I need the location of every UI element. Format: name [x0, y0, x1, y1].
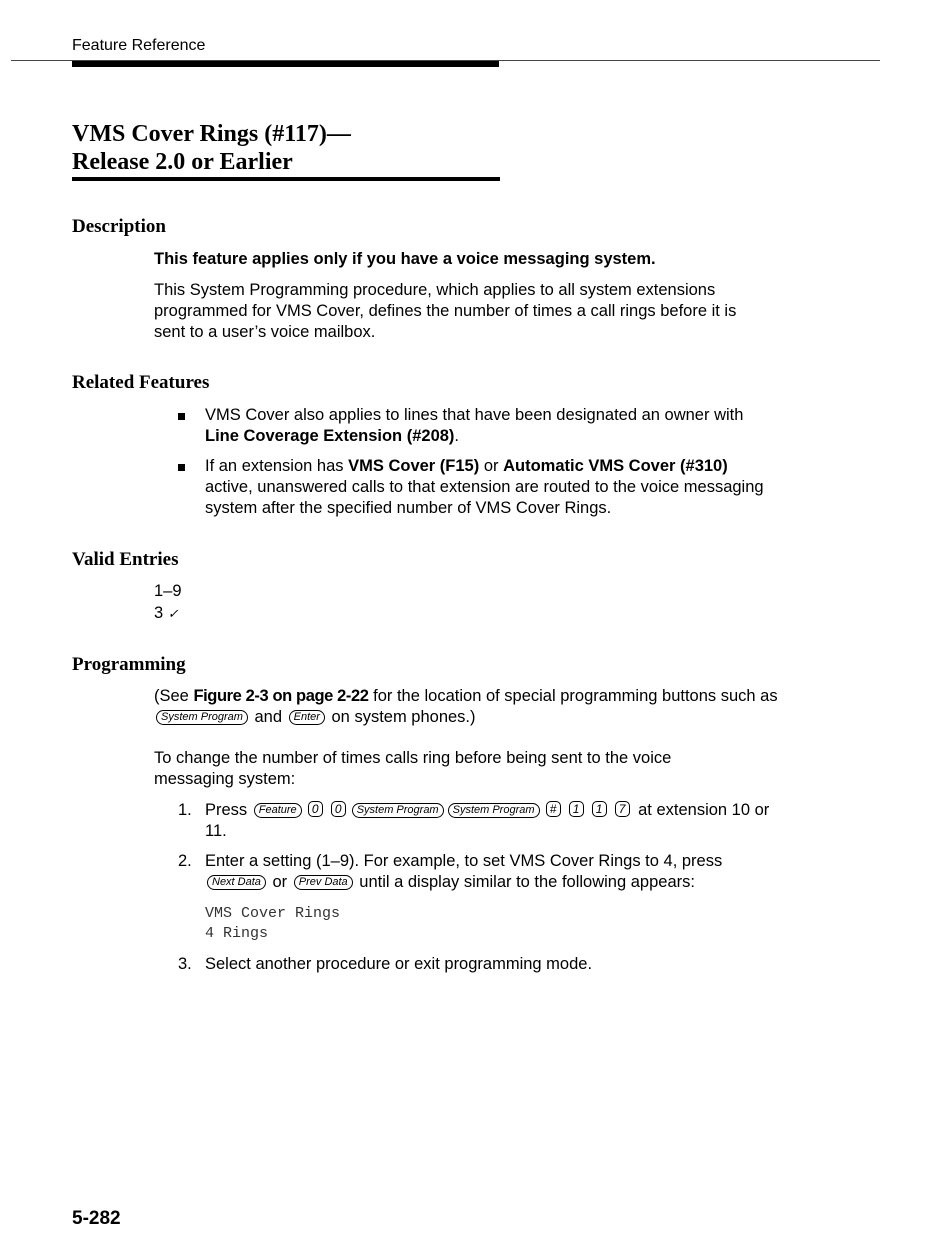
link-vms-cover: VMS Cover (F15) [348, 457, 480, 475]
step-1-post: at extension 10 or 11. [205, 801, 770, 840]
valid-default [154, 603, 784, 624]
feature-key: Feature [254, 803, 302, 818]
see-post: on system phones.) [326, 708, 476, 726]
next-data-key: Next Data [207, 875, 266, 890]
header-bar [72, 61, 499, 67]
step-2 [178, 851, 778, 893]
step-3-number: 3. [178, 955, 192, 973]
system-program-key: System Program [156, 710, 248, 725]
see-pre: (See [154, 687, 194, 705]
seven-key: 7 [615, 801, 630, 817]
title-rule [72, 177, 500, 181]
bullet-icon [178, 456, 205, 477]
programming-intro: To change the number of times calls ring before being sent to the voice messaging system: [154, 749, 672, 788]
zero-key: 0 [331, 801, 346, 817]
step-3 [178, 954, 778, 975]
related-item-1 [178, 405, 778, 447]
related-heading: Related Features [72, 372, 210, 393]
description-heading: Description [72, 216, 166, 237]
related-item-2-or: or [479, 457, 504, 475]
related-item-2-text: If an extension has [205, 457, 349, 475]
step-1-number: 1. [178, 801, 192, 819]
step-2-number: 2. [178, 852, 192, 870]
zero-key: 0 [308, 801, 323, 817]
step-1-pre: Press [205, 801, 252, 819]
description-note: This feature applies only if you have a voice messaging system. [154, 250, 656, 268]
link-automatic-vms-cover: Automatic VMS Cover (#310) [503, 457, 728, 475]
page-number: 5-282 [72, 1208, 121, 1229]
bullet-icon [178, 405, 205, 426]
one-key: 1 [592, 801, 607, 817]
programming-heading: Programming [72, 654, 186, 675]
see-mid: for the location of special programming buttons such as [368, 687, 778, 705]
link-line-coverage: Line Coverage Extension (#208) [205, 427, 455, 445]
enter-key: Enter [289, 710, 325, 725]
related-item-1-end: . [454, 427, 460, 445]
running-header: Feature Reference [72, 37, 206, 54]
step-2-or: or [267, 873, 292, 891]
related-item-2-rest: active, unanswered calls to that extension are routed to the voice messaging system after the specified number of VMS Cover Rings. [205, 478, 764, 517]
display-line-1: VMS Cover Rings [205, 905, 341, 922]
figure-reference: Figure 2-3 on page 2-22 [193, 687, 369, 705]
related-item-1-text: VMS Cover also applies to lines that have been designated an owner with [205, 406, 744, 424]
valid-default-value: 3 [154, 604, 164, 622]
one-key: 1 [569, 801, 584, 817]
step-3-text: Select another procedure or exit programming mode. [205, 955, 593, 973]
system-program-key: System Program [352, 803, 444, 818]
prev-data-key: Prev Data [294, 875, 353, 890]
see-and: and [249, 708, 287, 726]
page-title [72, 120, 351, 176]
step-2-text: Enter a setting (1–9). For example, to set VMS Cover Rings to 4, press [205, 852, 723, 870]
step-1 [178, 800, 778, 842]
system-program-key: System Program [448, 803, 540, 818]
title-line-2: Release 2.0 or Earlier [72, 149, 293, 175]
title-line-1: VMS Cover Rings (#117)— [72, 121, 351, 147]
step-2-post: until a display similar to the following appears: [354, 873, 695, 891]
checkmark-icon: ✓ [167, 606, 179, 621]
valid-range: 1–9 [154, 582, 182, 600]
valid-heading: Valid Entries [72, 549, 179, 570]
programming-see-note [154, 686, 784, 728]
hash-key: # [546, 801, 561, 817]
description-body: This System Programming procedure, which applies to all system extensions programmed for VMS Cover, defines the number of times a call rings before it is sent to a user’s voice mailbox. [154, 281, 737, 341]
display-line-2: 4 Rings [205, 925, 269, 942]
related-item-2 [178, 456, 778, 519]
